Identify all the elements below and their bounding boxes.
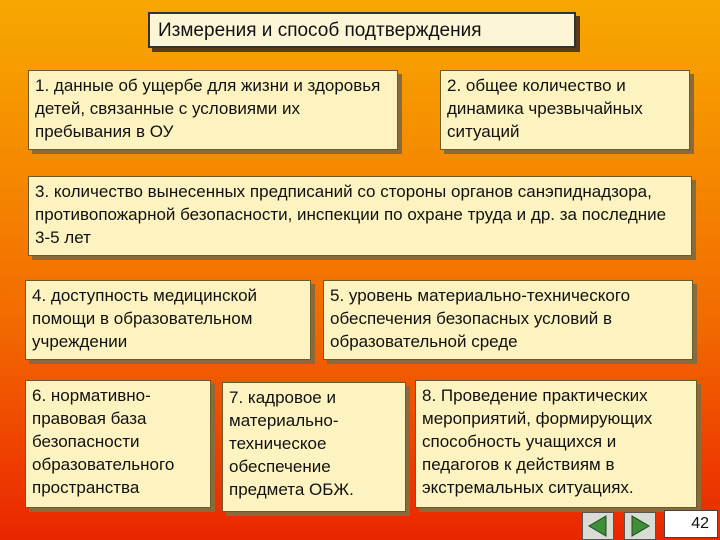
- previous-slide-button[interactable]: [582, 512, 614, 540]
- item-1-box: 1. данные об ущербе для жизни и здоровья детей, связанные с условиями их пребывания в ОУ: [28, 70, 398, 150]
- item-5-box: 5. уровень материально-технического обеспечения безопасных условий в образовательной среде: [323, 280, 693, 360]
- item-6-box: 6. нормативно-правовая база безопасности образовательного пространства: [25, 380, 211, 508]
- next-slide-button[interactable]: [624, 512, 656, 540]
- item-4-box: 4. доступность медицинской помощи в образовательном учреждении: [25, 280, 311, 360]
- triangle-left-icon: [583, 513, 613, 539]
- item-7-box: 7. кадровое и материально-техническое обеспечение предмета ОБЖ.: [222, 382, 406, 512]
- item-8-box: 8. Проведение практических мероприятий, формирующих способность учащихся и педагогов к действиям в экстремальных ситуациях.: [415, 380, 697, 508]
- page-number: 42: [664, 510, 718, 538]
- triangle-right-icon: [625, 513, 655, 539]
- item-2-box: 2. общее количество и динамика чрезвычайных ситуаций: [440, 70, 690, 150]
- item-3-box: 3. количество вынесенных предписаний со стороны органов санэпиднадзора, противопожарной безопасности, инспекции по охране труда и др. за последние 3-5 лет: [28, 176, 692, 256]
- slide-title: Измерения и способ подтверждения: [148, 12, 576, 48]
